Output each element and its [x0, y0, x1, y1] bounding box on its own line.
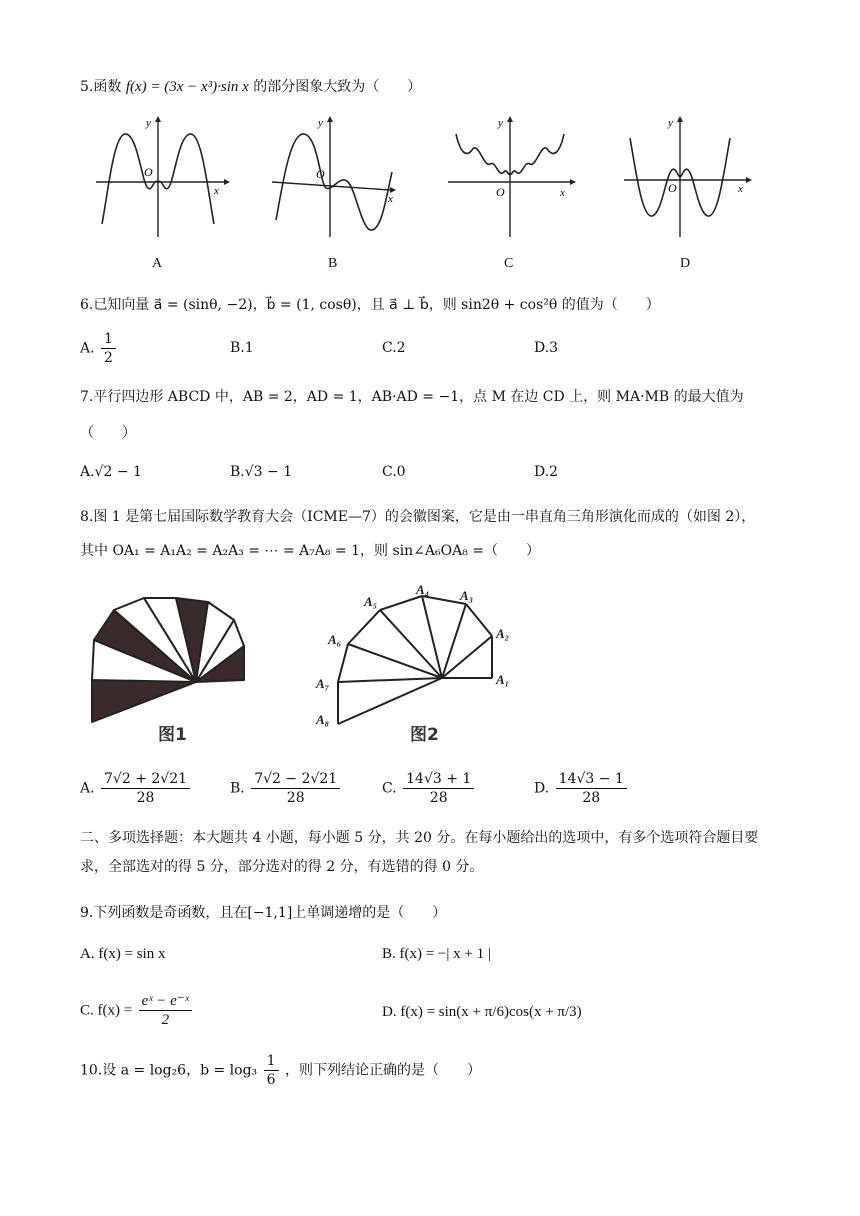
q10-stem: 10.设 a = log₂6，b = log₃ $\frac{1}{6}$ ，则下列结论正确的是（ ）: [80, 1053, 481, 1088]
y-label: y: [498, 117, 503, 129]
q9-option-a: A. f(x) = sin x: [80, 946, 166, 962]
graph-a: [92, 112, 232, 242]
q7-stem-bracket: （ ）: [80, 425, 136, 441]
option-c-label: C: [504, 256, 514, 271]
q7-option-c: C.0: [382, 464, 406, 480]
section-2-instructions: 二、多项选择题：本大题共 4 小题，每小题 5 分，共 20 分。在每小题给出的选项中，有多个选项符合题目要求，全部选对的得 5 分，部分选对的得 2 分，有选错的得 0 分。: [80, 830, 759, 875]
q6-option-d: D.3: [534, 340, 559, 356]
point-a6-label: A₆: [328, 632, 342, 647]
figure-2-caption: 图2: [410, 725, 439, 745]
x-label: x: [738, 183, 743, 195]
x-label: x: [388, 193, 393, 205]
x-label: x: [560, 187, 565, 199]
y-label: y: [146, 117, 151, 129]
point-a4-label: A₄: [416, 582, 430, 597]
origin-label: O: [496, 185, 505, 199]
q8-option-a: A. $\frac{7√2 + 2√21}{28}$: [80, 770, 192, 807]
graph-d: [620, 112, 760, 242]
q8-option-d: D. $\frac{14√3 - 1}{28}$: [534, 770, 629, 807]
q6-option-b: B.1: [230, 340, 254, 356]
point-a7-label: A₇: [316, 676, 330, 691]
q9-option-d: D. f(x) = sin(x + π/6)cos(x + π/3): [382, 1004, 582, 1020]
q7-option-a: A.√2 − 1: [80, 464, 142, 480]
q9-option-c: C. f(x) = $\frac{\text{eˣ − e⁻ˣ}}{2}$: [80, 992, 194, 1029]
figure-1-caption: 图1: [158, 725, 187, 745]
q8-stem: 8.图 1 是第七届国际数学教育大会（ICME—7）的会徽图案，它是由一串直角三角形演化而成的（如图 2），: [80, 509, 756, 525]
x-label: x: [214, 185, 219, 197]
q6-option-c: C.2: [382, 340, 406, 356]
origin-label: O: [316, 167, 325, 181]
point-a8-label: A₈: [316, 712, 330, 727]
point-a5-label: A₅: [364, 594, 378, 609]
q8-option-b: B. $\frac{7√2 - 2√21}{28}$: [230, 770, 342, 807]
origin-label: O: [668, 181, 677, 195]
q9-option-b: B. f(x) = −| x + 1 |: [382, 946, 491, 962]
q8-option-c: C. $\frac{14√3 + 1}{28}$: [382, 770, 476, 807]
q6-stem: 6.已知向量 a⃗ = (sinθ, −2)，b⃗ = (1, cosθ)，且 a⃗ ⊥ b⃗，则 sin2θ + cos²θ 的值为（ ）: [80, 297, 660, 313]
q8-stem-line2: 其中 OA₁ = A₁A₂ = A₂A₃ = ⋯ = A₇A₈ = 1，则 sin∠A₆OA₈ =（ ）: [80, 543, 541, 559]
option-d-label: D: [680, 256, 691, 271]
option-b-label: B: [328, 256, 338, 271]
q7-option-b: B.√3 − 1: [230, 464, 293, 480]
point-a1-label: A₁: [496, 672, 510, 687]
y-label: y: [668, 117, 673, 129]
point-a3-label: A₃: [460, 588, 474, 603]
graph-b: [268, 112, 408, 242]
point-a2-label: A₂: [496, 626, 510, 641]
q5-stem: 5.函数 f(x) = (3x − x³)·sin x 的部分图象大致为（ ）: [80, 79, 422, 95]
origin-label: O: [144, 165, 153, 179]
graph-c: [444, 112, 584, 242]
figure-2-spiral: [310, 582, 530, 752]
q7-option-d: D.2: [534, 464, 559, 480]
option-a-label: A: [152, 256, 163, 271]
figure-1-emblem: [86, 590, 256, 750]
y-label: y: [318, 117, 323, 129]
q7-stem: 7.平行四边形 ABCD 中，AB = 2，AD = 1，AB·AD = −1，点 M 在边 CD 上，则 MA·MB 的最大值为: [80, 389, 744, 405]
q9-stem: 9.下列函数是奇函数，且在[−1,1]上单调递增的是（ ）: [80, 905, 447, 921]
q6-option-a: A. $\frac{1}{2}$: [80, 330, 118, 367]
